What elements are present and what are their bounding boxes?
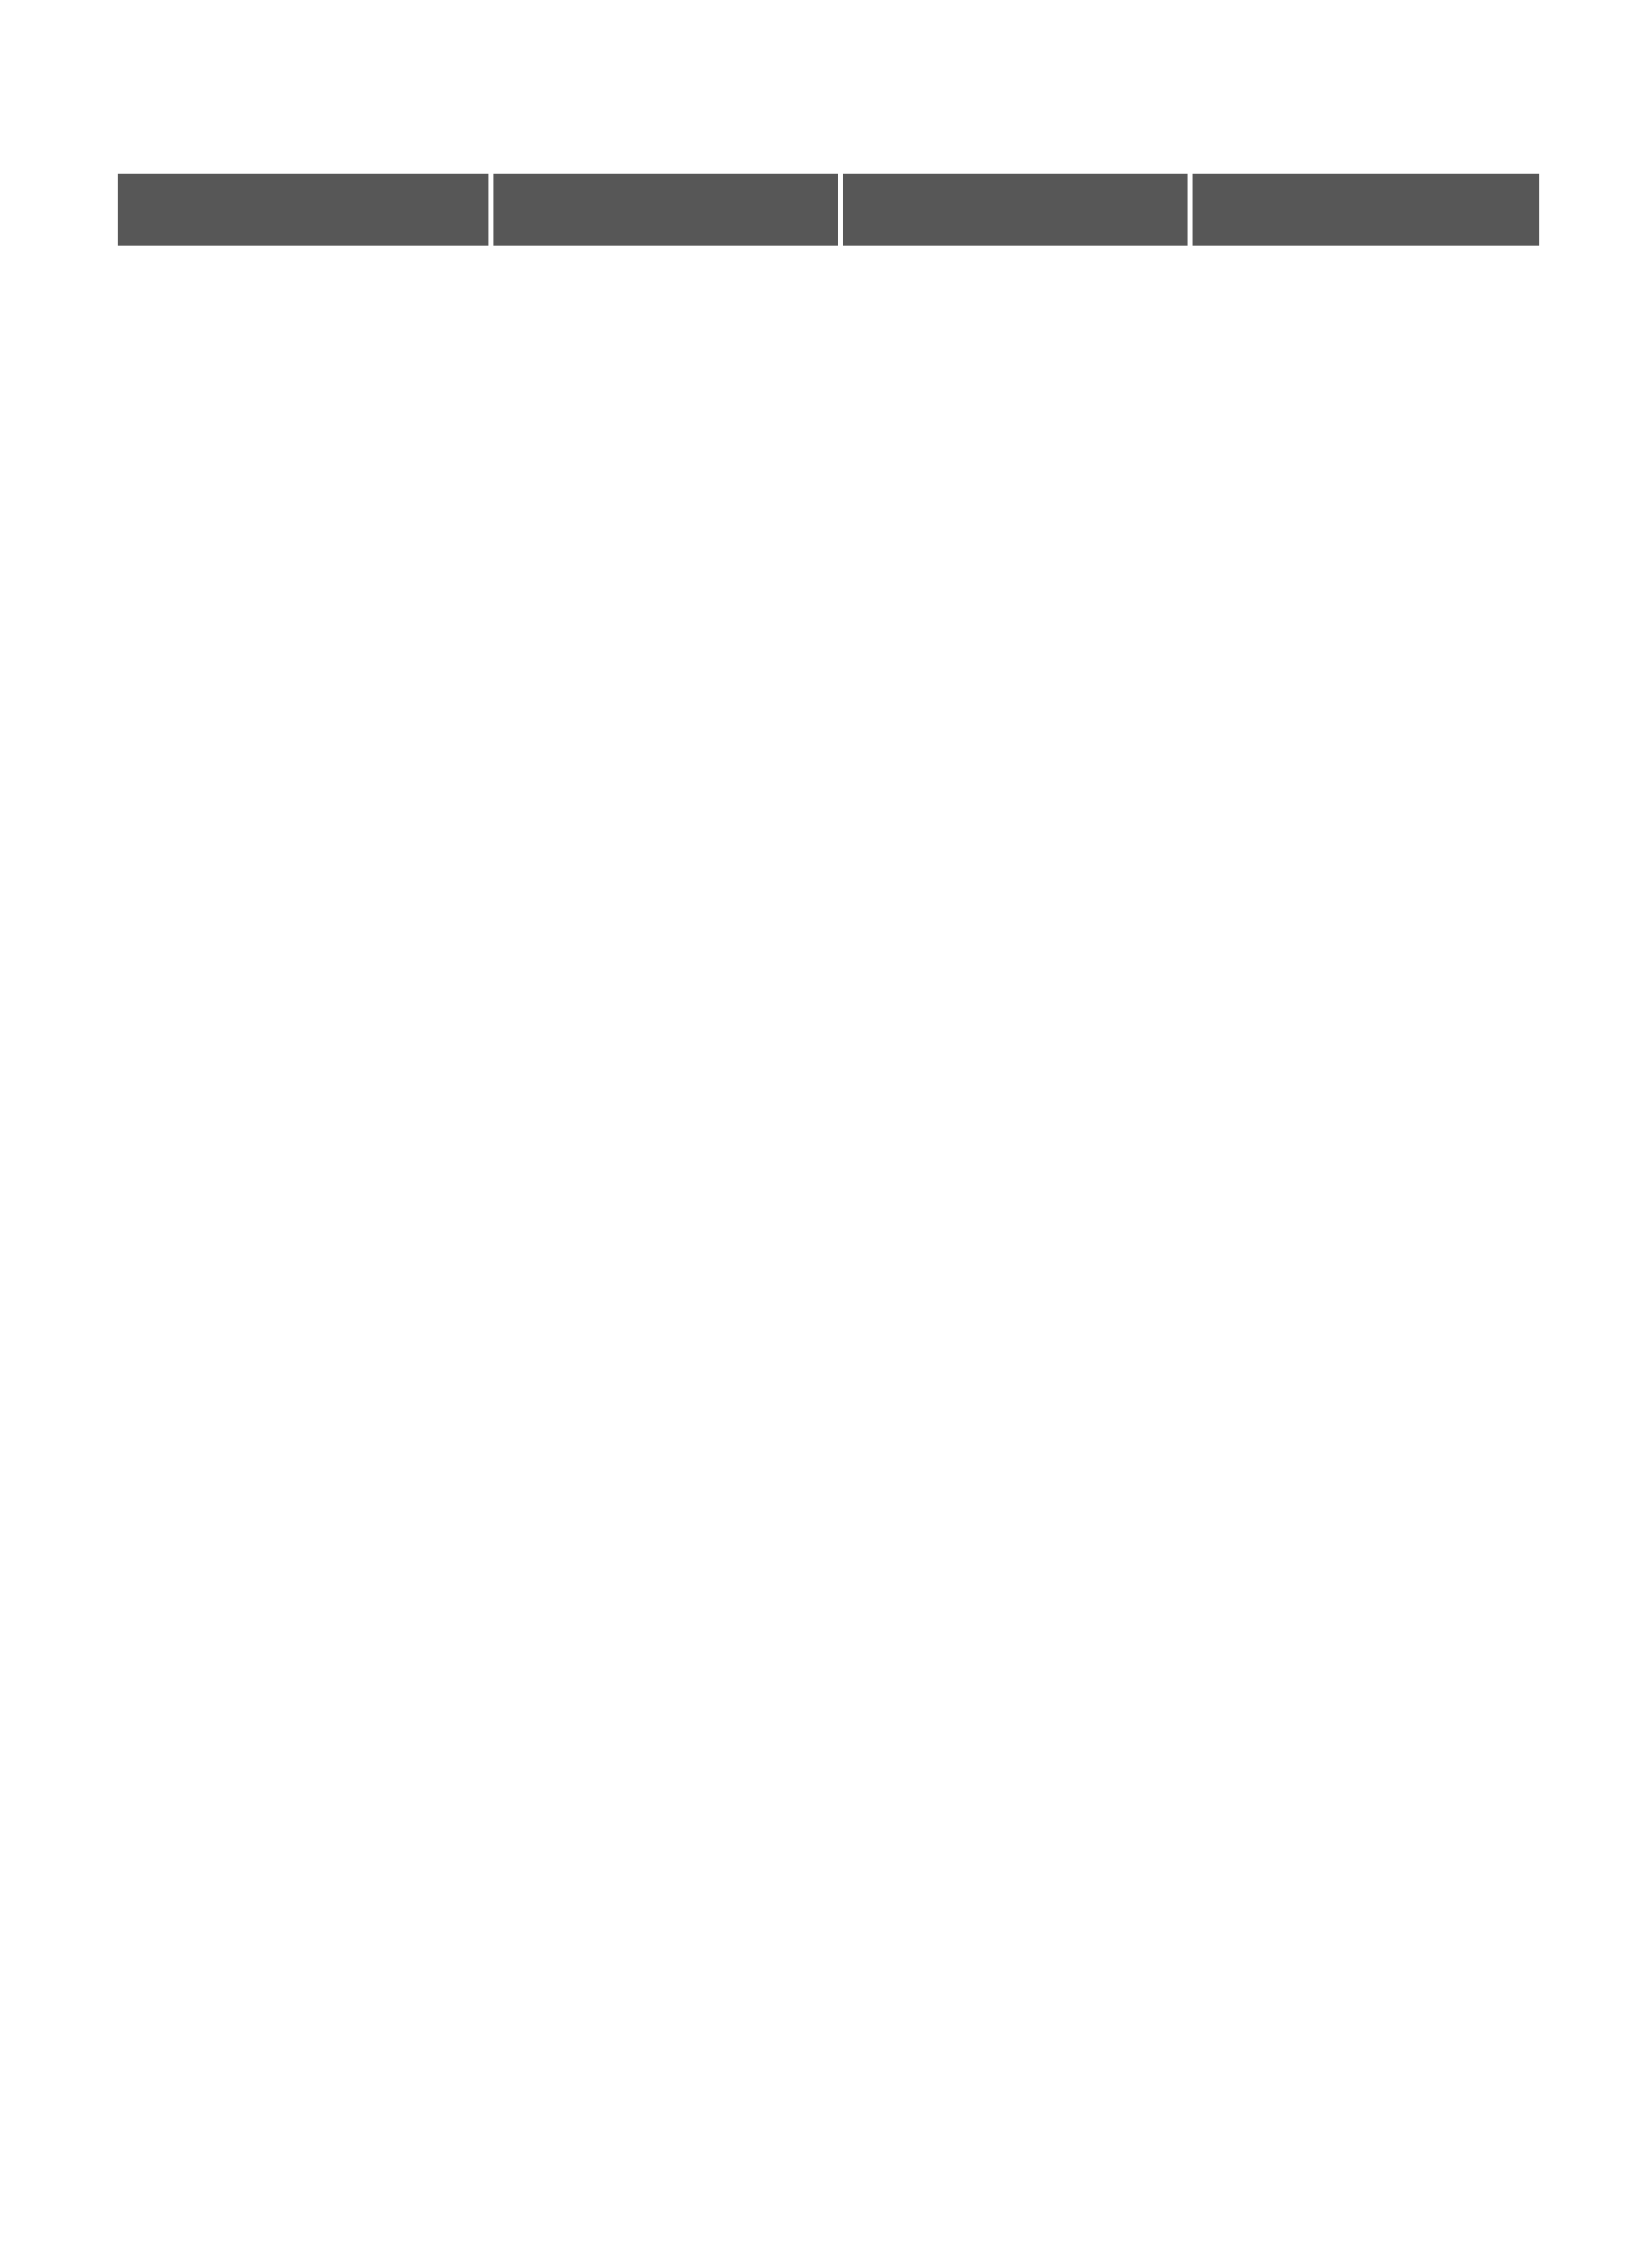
table-header: [118, 174, 1539, 246]
model-header-1: [493, 174, 838, 246]
model-header-3: [1193, 174, 1539, 246]
footer: [128, 2037, 560, 2085]
datasheet-title: [118, 174, 488, 246]
model-header-2: [843, 174, 1188, 246]
datasheet-table: [118, 174, 1539, 260]
